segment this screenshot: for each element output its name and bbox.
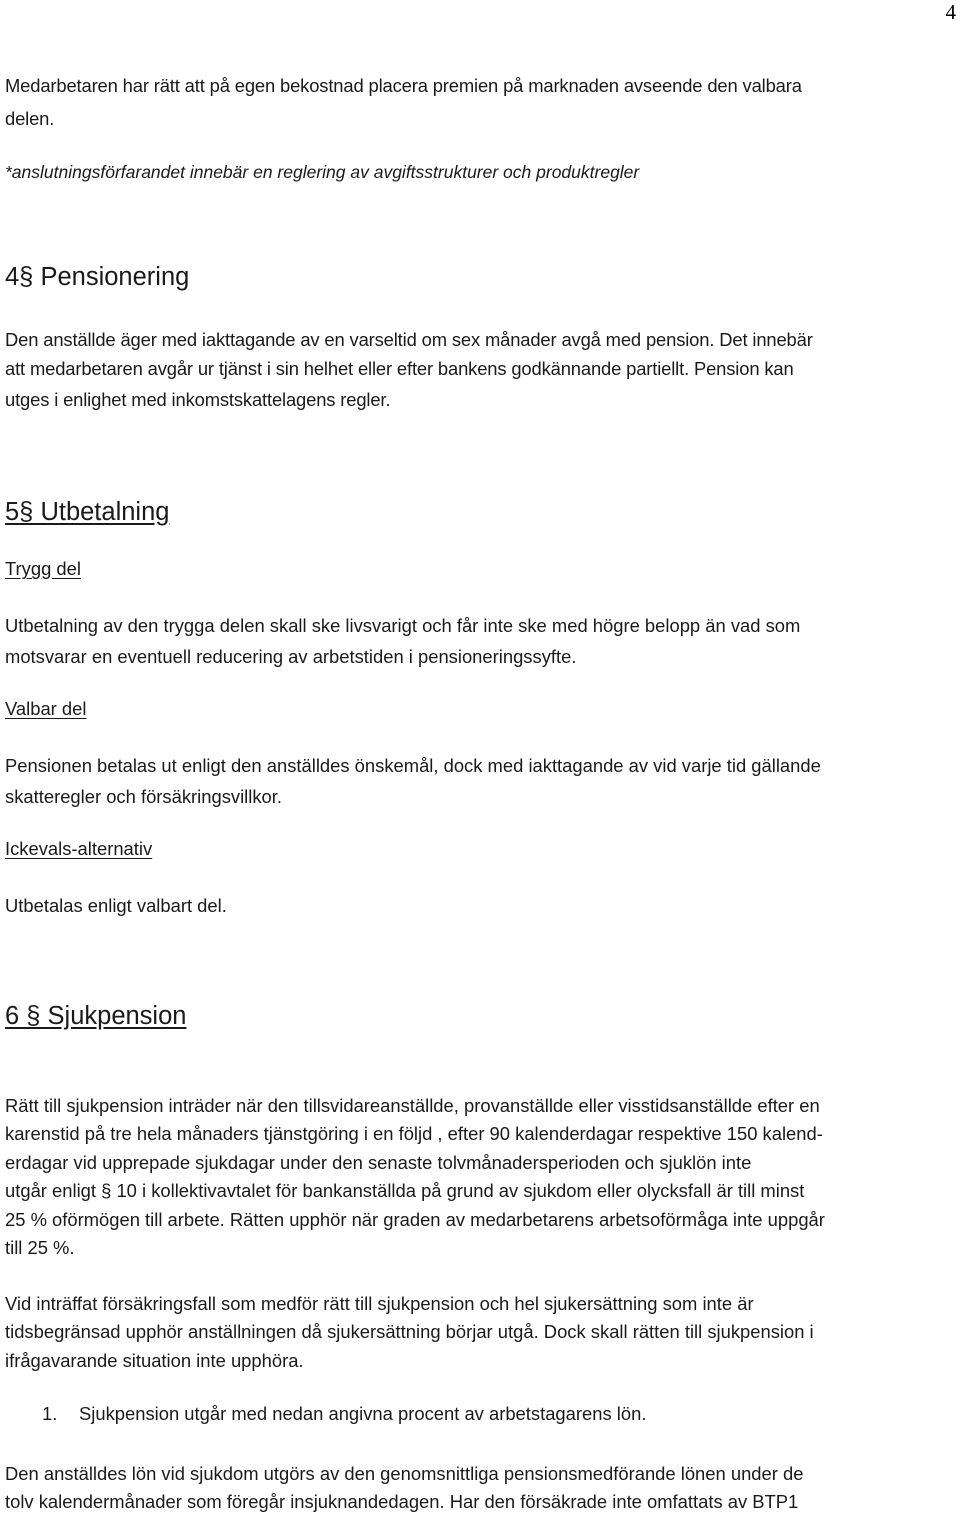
- paragraph-line: motsvarar en eventuell reducering av arbetstiden i pensioneringssyfte.: [5, 646, 577, 667]
- paragraph-line: 25 % oförmögen till arbete. Rätten upphör när graden av medarbetarens arbetsoförmåga inte uppgår: [5, 1209, 825, 1230]
- section-heading: 4§ Pensionering: [5, 263, 190, 291]
- section-heading: 6 § Sjukpension: [5, 1002, 187, 1030]
- paragraph-line: ifrågavarande situation inte upphöra.: [5, 1350, 304, 1371]
- paragraph-line: Utbetalas enligt valbart del.: [5, 895, 227, 916]
- paragraph-line: att medarbetaren avgår ur tjänst i sin helhet eller efter bankens godkännande partiellt. Pension kan: [5, 358, 794, 379]
- intro-line: delen.: [5, 108, 55, 129]
- paragraph-line: till 25 %.: [5, 1237, 75, 1258]
- paragraph-line: erdagar vid upprepade sjukdagar under den senaste tolvmånadersperioden och sjuklön inte: [5, 1152, 752, 1173]
- list-item: [42, 1403, 646, 1425]
- paragraph-line: Pensionen betalas ut enligt den anställdes önskemål, dock med iakttagande av vid varje tid gällande: [5, 755, 821, 776]
- paragraph-line: Rätt till sjukpension inträder när den tillsvidareanställde, provanställde eller visstidsanställde efter en: [5, 1095, 820, 1116]
- subheading-trygg-del: Trygg del: [5, 558, 81, 579]
- intro-footnote: *anslutningsförfarandet innebär en reglering av avgiftsstrukturer och produktregler: [5, 162, 640, 182]
- paragraph-line: Utbetalning av den trygga delen skall ske livsvarigt och får inte ske med högre belopp än vad som: [5, 615, 801, 636]
- paragraph-line: tolv kalendermånader som föregår insjuknandedagen. Har den försäkrade inte omfattats av BTP1: [5, 1491, 799, 1512]
- intro-line: Medarbetaren har rätt att på egen bekostnad placera premien på marknaden avseende den valbara: [5, 75, 802, 96]
- list-item-number: 1.: [42, 1403, 58, 1424]
- list-item-text: Sjukpension utgår med nedan angivna procent av arbetstagarens lön.: [79, 1403, 647, 1424]
- subheading-ickevals-alternativ: Ickevals-alternativ: [5, 838, 153, 859]
- paragraph-line: Den anställdes lön vid sjukdom utgörs av den genomsnittliga pensionsmedförande lönen under de: [5, 1463, 804, 1484]
- paragraph-line: utgår enligt § 10 i kollektivavtalet för bankanställda på grund av sjukdom eller olycksfall är till minst: [5, 1180, 805, 1201]
- paragraph-line: tidsbegränsad upphör anställningen då sjukersättning börjar utgå. Dock skall rätten till sjukpension i: [5, 1321, 814, 1342]
- paragraph-line: skatteregler och försäkringsvillkor.: [5, 786, 282, 807]
- paragraph-line: utges i enlighet med inkomstskattelagens regler.: [5, 389, 391, 410]
- paragraph-line: Vid inträffat försäkringsfall som medför rätt till sjukpension och hel sjukersättning som inte är: [5, 1293, 754, 1314]
- paragraph-line: Den anställde äger med iakttagande av en varseltid om sex månader avgå med pension. Det innebär: [5, 329, 813, 350]
- page-number: 4: [945, 0, 956, 24]
- paragraph-line: karenstid på tre hela månaders tjänstgöring i en följd , efter 90 kalenderdagar respektive 150 kalend-: [5, 1123, 823, 1144]
- section-heading: 5§ Utbetalning: [5, 498, 170, 526]
- subheading-valbar-del: Valbar del: [5, 698, 87, 719]
